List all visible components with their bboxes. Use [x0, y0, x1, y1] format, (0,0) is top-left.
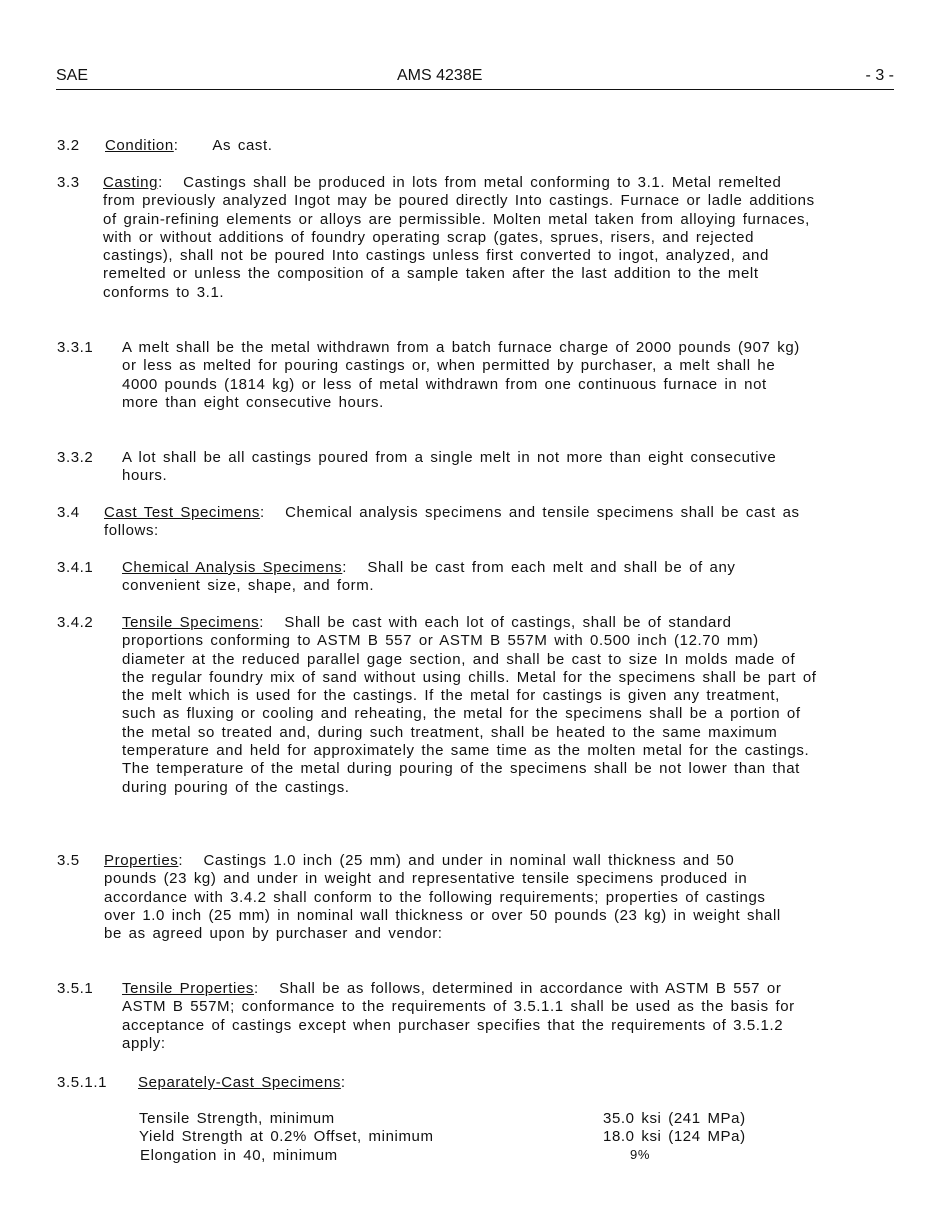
section-number: 3.5.1.1 — [57, 1074, 108, 1091]
property-value: 35.0 ksi (241 MPa) — [603, 1110, 746, 1127]
section-3-4-2: 3.4.2 Tensile Specimens: Shall be cast with each lot of castings, shall be of standard proportions conforming to ASTM B 557 or ASTM B 557M with 0.500 inch (12.70 mm) diameter at the reduced parallel gage section, and shall be cast to size In molds made of the regular foundry mix of sand without using chills. Metal for the specimens shall be part of the melt which is used for the castings. If the metal for castings is given any treatment, such as fluxing or cooling and reheating, the metal for the specimens shall be a portion of the metal so treated and, during such treatment, shall be heated to the same maximum temperature and held for approximately the same time as the molten metal for the castings. The temperature of the metal during pouring of the specimens shall be not lower than that during pouring of the castings. — [57, 614, 817, 796]
property-value: 18.0 ksi (124 MPa) — [603, 1128, 746, 1145]
section-3-5: 3.5 Properties: Castings 1.0 inch (25 mm) and under in nominal wall thickness and 50 pounds (23 kg) and under in weight and representative tensile specimens produced in accordance with 3.4.2 shall conform to the following requirements; properties of castings over 1.0 inch (25 mm) in nominal wall thickness or over 50 pounds (23 kg) in weight shall be as agreed upon by purchaser and vendor: — [57, 852, 781, 943]
section-number: 3.4 — [57, 504, 80, 521]
section-body: Chemical analysis specimens and tensile specimens shall be cast as follows: — [104, 504, 800, 540]
section-number: 3.4.2 — [57, 614, 94, 631]
section-body: A melt shall be the metal withdrawn from a batch furnace charge of 2000 pounds (907 kg) or less as melted for pouring castings or, when permitted by purchaser, a melt shall he 4000 pounds (1814 kg) or less of metal withdrawn from one continuous furnace in not more than eight consecutive hours. — [122, 339, 800, 411]
section-number: 3.5.1 — [57, 980, 94, 997]
section-3-3: 3.3 Casting: Castings shall be produced in lots from metal conforming to 3.1. Metal remelted from previously analyzed Ingot may be poured directly Into castings. Furnace or ladle additions of grain-refining elements or alloys are permissible. Molten metal taken from alloying furnaces, with or without additions of foundry operating scrap (gates, sprues, risers, and rejected castings), shall not be poured Into castings unless first converted to ingot, analyzed, and remelted or unless the composition of a sample taken after the last addition to the melt conforms to 3.1. — [57, 174, 815, 301]
section-body: Shall be as follows, determined in accordance with ASTM B 557 or ASTM B 557M; conformance to the requirements of 3.5.1.1 shall be used as the basis for acceptance of castings except when purchaser specifies that the requirements of 3.5.1.2 apply: — [122, 980, 795, 1052]
section-heading: Cast Test Specimens — [104, 504, 261, 521]
section-heading: Tensile Specimens — [122, 614, 260, 631]
section-3-4-1: 3.4.1 Chemical Analysis Specimens: Shall be cast from each melt and shall be of any convenient size, shape, and form. — [57, 559, 736, 595]
section-body: A lot shall be all castings poured from a single melt in not more than eight consecutive hours. — [122, 449, 777, 485]
section-heading: Separately-Cast Specimens — [138, 1074, 341, 1091]
section-3-3-1 — [57, 339, 805, 412]
section-heading: Properties — [104, 852, 179, 869]
section-body: Shall be cast with each lot of castings, shall be of standard proportions conforming to ASTM B 557 or ASTM B 557M with 0.500 inch (12.70 mm) diameter at the reduced parallel gage section, and shall be cast to size In molds made of the regular foundry mix of sand without using chills. Metal for the specimens shall be part of the melt which is used for the castings. If the metal for castings is given any treatment, such as fluxing or cooling and reheating, the metal for the specimens shall be a portion of the metal so treated and, during such treatment, shall be heated to the same maximum temperature and held for approximately the same time as the molten metal for the castings. The temperature of the metal during pouring of the specimens shall be not lower than that during pouring of the castings. — [122, 614, 817, 796]
section-number: 3.3 — [57, 174, 80, 191]
header-org: SAE — [56, 67, 89, 84]
header-page-number: - 3 - — [865, 67, 894, 84]
section-body: As cast. — [212, 137, 273, 154]
section-3-5-1: 3.5.1 Tensile Properties: Shall be as follows, determined in accordance with ASTM B 557 or ASTM B 557M; conformance to the requirements of 3.5.1.1 shall be used as the basis for acceptance of castings except when purchaser specifies that the requirements of 3.5.1.2 apply: — [57, 980, 795, 1052]
property-label: Tensile Strength, minimum — [139, 1110, 335, 1127]
page-header — [56, 67, 894, 90]
section-number: 3.2 — [57, 137, 80, 154]
section-number: 3.3.2 — [57, 449, 94, 466]
section-body: Shall be cast from each melt and shall be of any convenient size, shape, and form. — [122, 559, 736, 595]
property-value: 9% — [630, 1147, 650, 1162]
section-body: Castings 1.0 inch (25 mm) and under in nominal wall thickness and 50 pounds (23 kg) and under in weight and representative tensile specimens produced in accordance with 3.4.2 shall conform to the following requirements; properties of castings over 1.0 inch (25 mm) in nominal wall thickness or over 50 pounds (23 kg) in weight shall be as agreed upon by purchaser and vendor: — [104, 852, 781, 943]
section-heading: Casting — [103, 174, 159, 191]
section-heading: Tensile Properties — [122, 980, 255, 997]
section-3-5-1-1: 3.5.1.1 Separately-Cast Specimens: — [57, 1074, 346, 1091]
section-number: 3.4.1 — [57, 559, 94, 576]
header-doc-number: AMS 4238E — [397, 67, 483, 84]
section-3-4: 3.4 Cast Test Specimens: Chemical analysis specimens and tensile specimens shall be cast as follows: — [57, 504, 800, 540]
section-number: 3.3.1 — [57, 339, 94, 356]
section-3-3-2 — [57, 449, 785, 486]
section-heading: Chemical Analysis Specimens — [122, 559, 343, 576]
section-number: 3.5 — [57, 852, 80, 869]
section-heading: Condition — [105, 137, 174, 154]
section-3-2: 3.2 Condition: As cast. — [57, 137, 273, 154]
property-label: Yield Strength at 0.2% Offset, minimum — [139, 1128, 434, 1145]
property-label: Elongation in 40, minimum — [140, 1147, 338, 1164]
section-body: Castings shall be produced in lots from metal conforming to 3.1. Metal remelted from previously analyzed Ingot may be poured directly Into castings. Furnace or ladle additions of grain-refining elements or alloys are permissible. Molten metal taken from alloying furnaces, with or without additions of foundry operating scrap (gates, sprues, risers, and rejected castings), shall not be poured Into castings unless first converted to ingot, analyzed, and remelted or unless the composition of a sample taken after the last addition to the melt conforms to 3.1. — [103, 174, 815, 301]
